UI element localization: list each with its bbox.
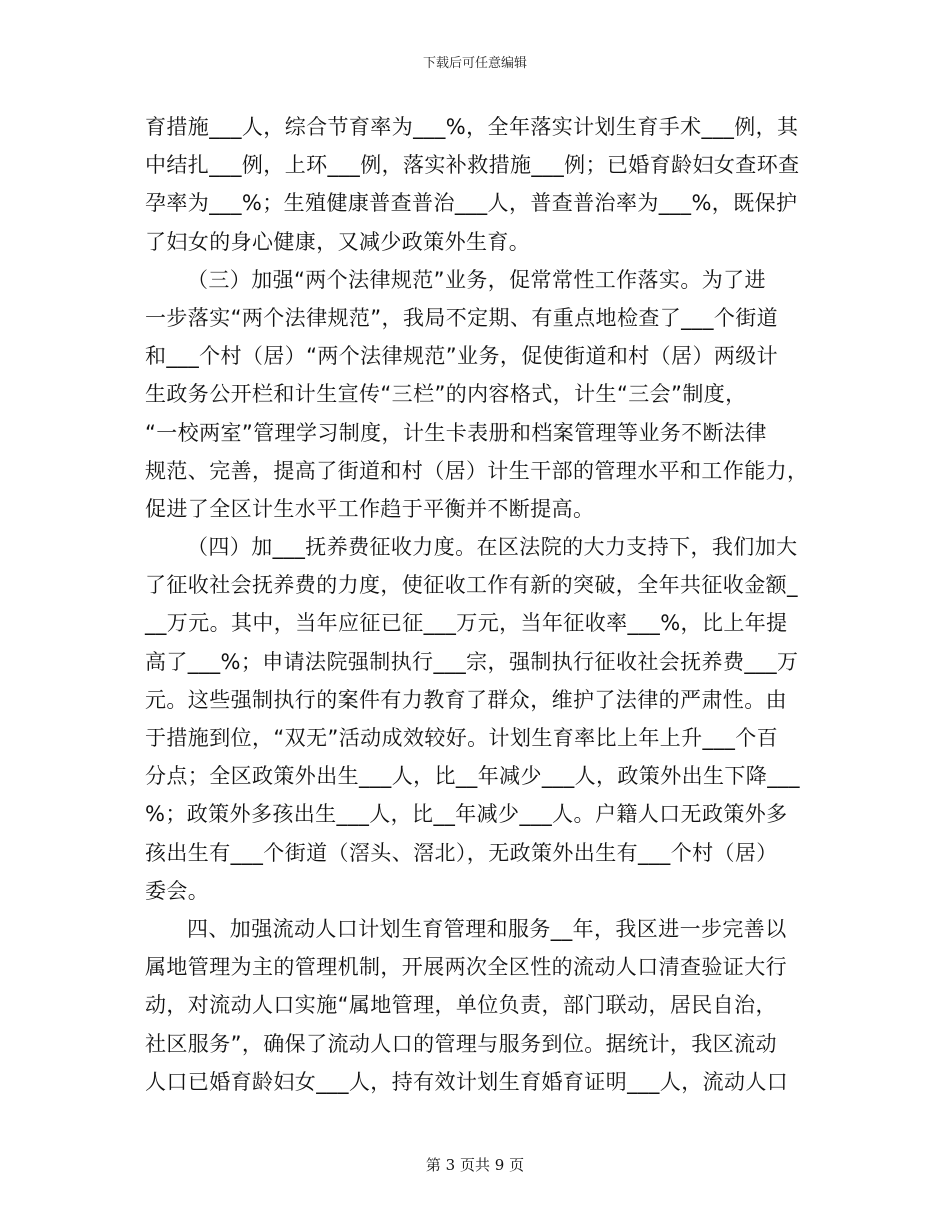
text-line: 一步落实“两个法律规范”，我局不定期、有重点地检查了___个街道 xyxy=(145,305,779,330)
text-line: 育措施___人，综合节育率为___%，全年落实计划生育手术___例，其 xyxy=(145,115,799,139)
text-line: 孕率为___%；生殖健康普查普治___人，普查普治率为___%，既保护 xyxy=(145,191,798,216)
text-line: 于措施到位，“双无”活动成效较好。计划生育率比上年上升___个百 xyxy=(145,726,779,750)
text-line: 和___个村（居）“两个法律规范”业务，促使街道和村（居）两级计 xyxy=(145,344,779,369)
text-line: 动，对流动人口实施“属地管理，单位负责，部门联动，居民自治， xyxy=(145,993,777,1018)
text-line: 了征收社会抚养费的力度，使征收工作有新的突破，全年共征收金额_ xyxy=(145,573,798,598)
text-line: 生政务公开栏和计生宣传“三栏”的内容格式，计生“三会”制度， xyxy=(145,382,747,407)
text-line: 了妇女的身心健康，又减少政策外生育。 xyxy=(145,229,531,254)
text-line: 中结扎___例，上环___例，落实补救措施___例；已婚育龄妇女查环查 xyxy=(145,153,800,178)
text-line: （四）加___抚养费征收力度。在区法院的大力支持下，我们加大 xyxy=(187,535,798,560)
text-line: 分点；全区政策外出生___人，比__年减少___人，政策外出生下降___ xyxy=(145,764,800,789)
text-line: 孩出生有___个街道（滘头、滘北），无政策外出生有___个村（居） xyxy=(145,840,778,865)
page-number: 第 3 页共 9 页 xyxy=(425,1156,525,1174)
text-line: 四、加强流动人口计划生育管理和服务__年，我区进一步完善以 xyxy=(187,916,787,941)
text-line: 规范、完善，提高了街道和村（居）计生干部的管理水平和工作能力， xyxy=(145,458,809,483)
document-body xyxy=(145,108,809,1101)
text-line: “一校两室”管理学习制度，计生卡表册和档案管理等业务不断法律 xyxy=(145,420,767,445)
text-line: %；政策外多孩出生___人，比__年减少___人。户籍人口无政策外多 xyxy=(145,802,788,827)
text-line: 人口已婚育龄妇女___人，持有效计划生育婚育证明___人，流动人口 xyxy=(145,1069,789,1094)
text-line: 委会。 xyxy=(145,878,210,903)
text-line: 元。这些强制执行的案件有力教育了群众，维护了法律的严肃性。由 xyxy=(145,687,787,712)
text-line: （三）加强“两个法律规范”业务，促常常性工作落实。为了进 xyxy=(187,267,766,292)
text-line: __万元。其中，当年应征已征___万元，当年征收率___%，比上年提 xyxy=(145,611,788,636)
text-line: 社区服务”，确保了流动人口的管理与服务到位。据统计，我区流动 xyxy=(145,1031,777,1056)
text-line: 高了___%；申请法院强制执行___宗，强制执行征收社会抚养费___万 xyxy=(145,649,799,674)
text-line: 促进了全区计生水平工作趋于平衡并不断提高。 xyxy=(145,496,595,521)
text-line: 属地管理为主的管理机制，开展两次全区性的流动人口清查验证大行 xyxy=(145,955,787,980)
page-header-note: 下载后可任意编辑 xyxy=(422,56,527,71)
